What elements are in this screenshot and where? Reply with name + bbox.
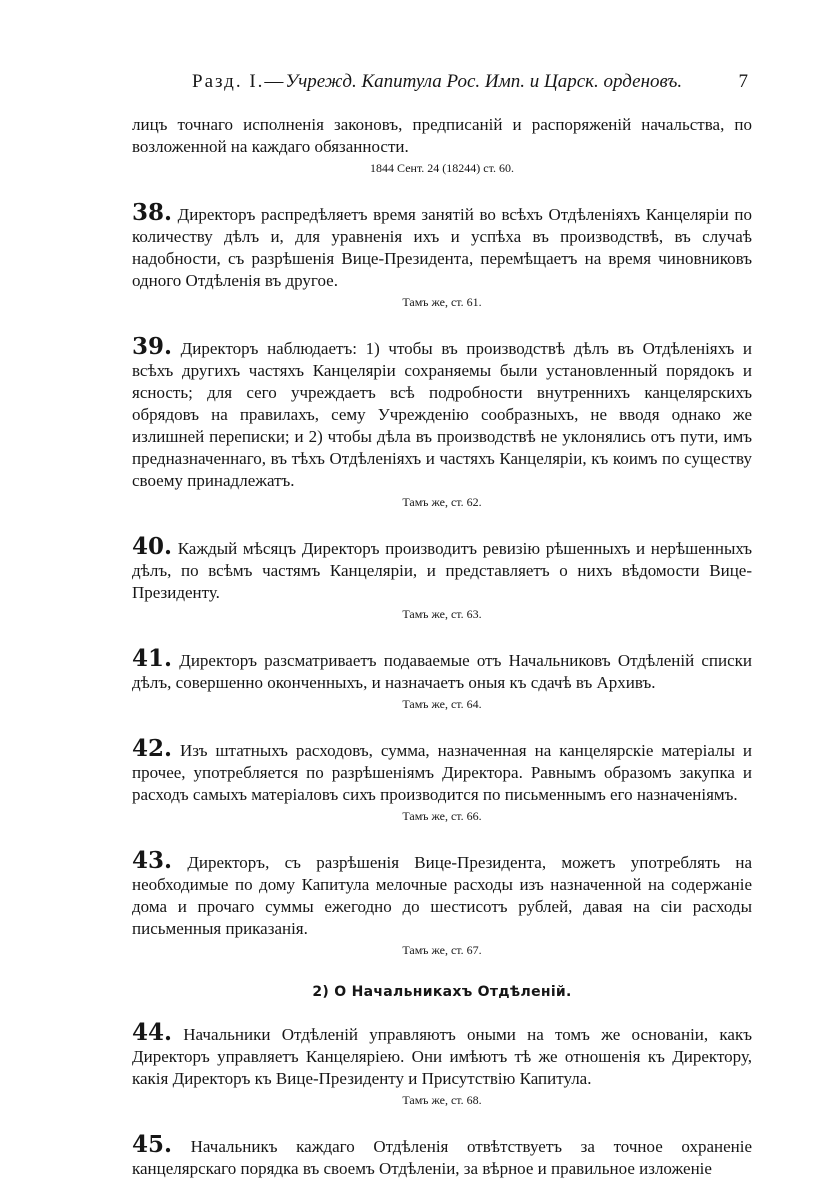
article-text: Начальникъ каждаго Отдѣленія отвѣтствуетъ за точное охраненіе канцелярскаго порядка въ своемъ Отдѣленіи, за вѣрное и правильное изложеніе xyxy=(132,1137,753,1178)
running-header xyxy=(132,64,752,100)
page-number: 7 xyxy=(738,71,748,92)
article-text: Изъ штатныхъ расходовъ, сумма, назначенная на канцелярскіе матеріалы и прочее, употребляется по разрѣшеніямъ Директора. Равнымъ образомъ закупка и расходъ самыхъ матеріаловъ сихъ производится по письменнымъ его назначеніямъ. xyxy=(132,741,752,804)
article-number: 44. xyxy=(132,1019,173,1046)
header-section-lead: Разд. I.— xyxy=(192,71,286,92)
article-44 xyxy=(132,1019,753,1090)
article-43 xyxy=(132,847,753,940)
article-39 xyxy=(132,333,753,492)
article-45 xyxy=(132,1131,753,1180)
article-38 xyxy=(132,199,752,292)
article-number: 38. xyxy=(132,199,173,226)
article-citation: Тамъ же, ст. 66. xyxy=(402,809,482,823)
article-number: 45. xyxy=(132,1131,173,1158)
article-text: Директоръ наблюдаетъ: 1) чтобы въ производствѣ дѣлъ въ Отдѣленіяхъ и всѣхъ другихъ частяхъ Канцеляріи сохраняемы были установленный порядокъ и ясность; для сего учреждаетъ всѣ подробности внутреннихъ канцелярскихъ обрядовъ на правилахъ, сему Учрежденію сообразныхъ, не вводя однако же излишней переписки; и 2) чтобы дѣла въ производствѣ не уклонялись отъ пути, имъ предназначеннаго, въ тѣхъ Отдѣленіяхъ и частяхъ Канцеляріи, къ коимъ по существу своему принадлежатъ. xyxy=(132,339,753,490)
article-citation: Тамъ же, ст. 62. xyxy=(402,495,482,509)
intro-citation: 1844 Сент. 24 (18244) ст. 60. xyxy=(370,161,514,175)
section-heading: 2) О Начальникахъ Отдѣленій. xyxy=(312,984,572,1000)
article-number: 43. xyxy=(132,847,173,874)
article-number: 39. xyxy=(132,333,173,360)
article-citation: Тамъ же, ст. 64. xyxy=(402,697,482,711)
article-text: Директоръ, съ разрѣшенія Вице-Президента, можетъ употреблять на необходимые по дому Капитула мелочные расходы изъ назначенной на содержаніе дома и прочаго суммы ежегодно до шестисотъ рублей, давая на сіи расходы письменныя приказанія. xyxy=(132,853,753,938)
document-page xyxy=(132,64,752,1180)
article-42 xyxy=(132,735,752,806)
article-text: Директоръ распредѣляетъ время занятій во всѣхъ Отдѣленіяхъ Канцеляріи по количеству дѣлъ и, для уравненія ихъ и успѣха въ производствѣ, въ случаѣ надобности, съ разрѣшенія Вице-Президента, перемѣщаетъ на время чиновниковъ одного Отдѣленія въ другое. xyxy=(132,205,752,290)
intro-text: лицъ точнаго исполненія законовъ, предписаній и распоряженій начальства, по возложенной на каждаго обязанности. xyxy=(132,115,752,156)
article-text: Директоръ разсматриваетъ подаваемые отъ Начальниковъ Отдѣленій списки дѣлъ, совершенно оконченныхъ, и назначаетъ оныя къ сдачѣ въ Архивъ. xyxy=(132,651,753,692)
article-citation: Тамъ же, ст. 61. xyxy=(402,295,482,309)
article-text: Каждый мѣсяцъ Директоръ производитъ ревизію рѣшенныхъ и нерѣшенныхъ дѣлъ, по всѣмъ частямъ Канцеляріи, и представляетъ о нихъ вѣдомости Вице-Президенту. xyxy=(132,539,753,602)
header-title xyxy=(192,64,682,100)
header-section-title: Учрежд. Капитула Рос. Имп. и Царск. орденовъ. xyxy=(285,71,683,92)
article-40 xyxy=(132,533,753,604)
article-citation: Тамъ же, ст. 63. xyxy=(402,607,482,621)
article-text: Начальники Отдѣленій управляютъ оными на томъ же основаніи, какъ Директоръ управляетъ Канцеляріею. Они имѣютъ тѣ же отношенія къ Директору, какія Директоръ къ Вице-Президенту и Присутствію Капитула. xyxy=(132,1025,753,1088)
article-number: 41. xyxy=(132,645,173,672)
article-number: 42. xyxy=(132,735,173,762)
article-citation: Тамъ же, ст. 67. xyxy=(402,943,482,957)
article-number: 40. xyxy=(132,533,173,560)
article-41 xyxy=(132,645,753,694)
article-citation: Тамъ же, ст. 68. xyxy=(402,1093,482,1107)
